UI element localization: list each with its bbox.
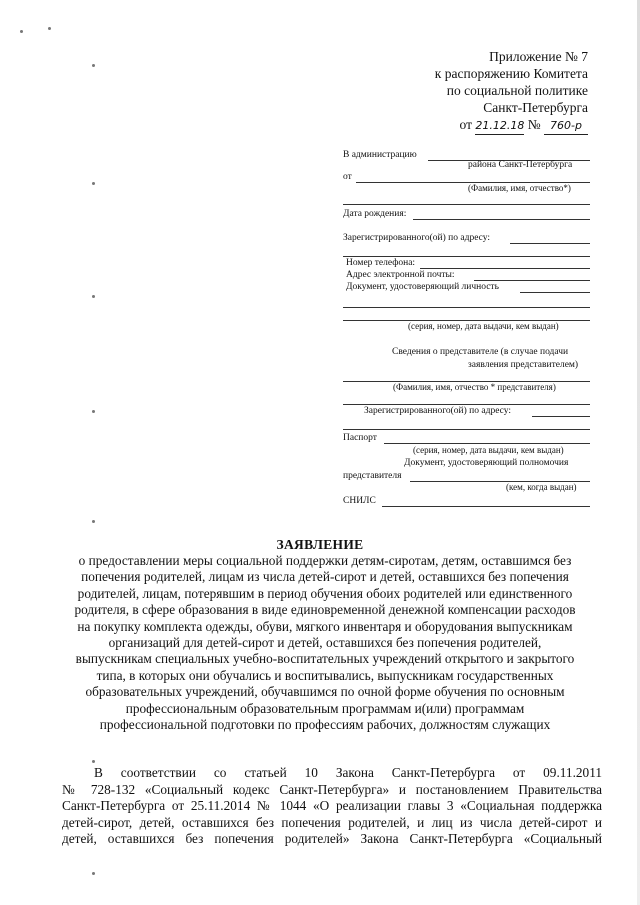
phone-field[interactable] — [420, 268, 590, 269]
email-label: Адрес электронной почты: — [346, 270, 455, 280]
body-paragraph — [62, 765, 602, 848]
id-doc-field-2[interactable] — [343, 307, 590, 308]
scan-speck — [92, 295, 95, 298]
body-line: № 728-132 «Социальный кодекс Санкт-Петербурга» и постановлением Правительства — [62, 781, 602, 797]
representative-label: представителя — [343, 471, 402, 481]
rep-fio-hint: (Фамилия, имя, отчество * представителя) — [393, 382, 556, 392]
passport-field[interactable] — [384, 443, 590, 444]
scan-speck — [20, 30, 23, 33]
scan-speck — [92, 760, 95, 763]
district-label: района Санкт-Петербурга — [468, 160, 573, 170]
scan-speck — [92, 64, 95, 67]
registered-address-field[interactable] — [510, 243, 590, 244]
scan-speck — [92, 410, 95, 413]
from-field-label: от — [343, 172, 352, 182]
body-line: Санкт-Петербурга от 25.11.2014 № 1044 «О реализации главы 3 «Социальная поддержка — [62, 798, 602, 814]
snils-field[interactable] — [382, 506, 590, 507]
birth-date-label: Дата рождения: — [343, 209, 407, 219]
applicant-name-field-2[interactable] — [343, 204, 590, 205]
passport-label: Паспорт — [343, 433, 377, 443]
from-label: от — [459, 117, 472, 132]
subject-line: на покупку комплекта одежды, обуви, мягкого инвентаря и оборудования выпускникам — [77, 618, 573, 634]
subject-line: родителя, в сфере образования в виде единовременной денежной компенсации расходов — [74, 602, 576, 618]
rep-address-field[interactable] — [532, 416, 590, 417]
passport-hint: (серия, номер, дата выдачи, кем выдан) — [413, 445, 564, 455]
subject-line: попечения родителей, лицам из числа детей-сирот и детей, оставшихся без попечения — [81, 569, 569, 585]
scan-speck — [92, 520, 95, 523]
handwritten-number: 760-р — [544, 117, 588, 135]
phone-label: Номер телефона: — [346, 258, 416, 268]
fio-hint: (Фамилия, имя, отчество*) — [468, 183, 571, 193]
subject-line: организаций для детей-сирот и детей, оставшихся без попечения родителей, — [108, 635, 542, 651]
appendix-city-line: Санкт-Петербурга — [483, 100, 588, 115]
rep-info-line-2: заявления представителем) — [468, 360, 579, 370]
registered-address-field-2[interactable] — [343, 256, 590, 257]
subject-line: выпускникам специальных учебно-воспитательных учреждений открытого и закрытого — [75, 651, 575, 667]
application-subject — [40, 553, 610, 733]
id-doc-hint: (серия, номер, дата выдачи, кем выдан) — [408, 321, 559, 331]
subject-line: о предоставлении меры социальной поддержки детям-сиротам, детям, оставшимся без — [78, 553, 572, 568]
subject-line: родителей, лицам, потерявшим в период обучения обоих родителей или единственного — [77, 585, 573, 601]
number-label: № — [527, 117, 541, 132]
appendix-committee-line: по социальной политике — [446, 83, 588, 98]
rep-info-line-1: Сведения о представителе (в случае подачи — [392, 347, 569, 357]
subject-line: профессиональной подготовки по профессиям рабочих, должностям служащих — [99, 717, 551, 733]
authority-doc-label: Документ, удостоверяющий полномочия — [404, 458, 569, 468]
scan-speck — [48, 27, 51, 30]
document-title: ЗАЯВЛЕНИЕ — [276, 537, 364, 552]
authority-hint: (кем, когда выдан) — [506, 482, 577, 492]
appendix-number: Приложение № 7 — [489, 49, 588, 64]
appendix-date-line — [435, 116, 588, 135]
handwritten-date: 21.12.18 — [475, 117, 524, 135]
subject-line: профессиональным образовательным программам и(или) программам — [125, 700, 525, 716]
body-line: В соответствии со статьей 10 Закона Санкт-Петербурга от 09.11.2011 — [94, 765, 602, 780]
rep-registered-label: Зарегистрированного(ой) по адресу: — [364, 406, 511, 416]
scan-speck — [92, 182, 95, 185]
appendix-block — [435, 48, 588, 135]
rep-address-field-2[interactable] — [343, 429, 590, 430]
subject-line: образовательных учреждений, обучавшимся по очной форме обучения по основным — [85, 684, 565, 700]
subject-line: типа, в которых они обучались и воспитывались, выпускникам государственных — [96, 667, 554, 683]
rep-extra-field[interactable] — [343, 404, 590, 405]
scan-speck — [92, 872, 95, 875]
birth-date-field[interactable] — [413, 219, 590, 220]
snils-label: СНИЛС — [343, 496, 376, 506]
id-doc-field[interactable] — [520, 292, 590, 293]
email-field[interactable] — [474, 280, 590, 281]
body-line: детей-сирот, детей, оставшихся без попечения родителей, и лиц из числа детей-сирот и — [62, 814, 602, 830]
id-doc-label: Документ, удостоверяющий личность — [346, 282, 499, 292]
registered-address-label: Зарегистрированного(ой) по адресу: — [343, 233, 490, 243]
to-admin-label: В администрацию — [343, 150, 417, 160]
appendix-order-line: к распоряжению Комитета — [434, 66, 588, 81]
body-line: детей, оставшихся без попечения родителей» Закона Санкт-Петербурга «Социальный — [62, 831, 602, 847]
